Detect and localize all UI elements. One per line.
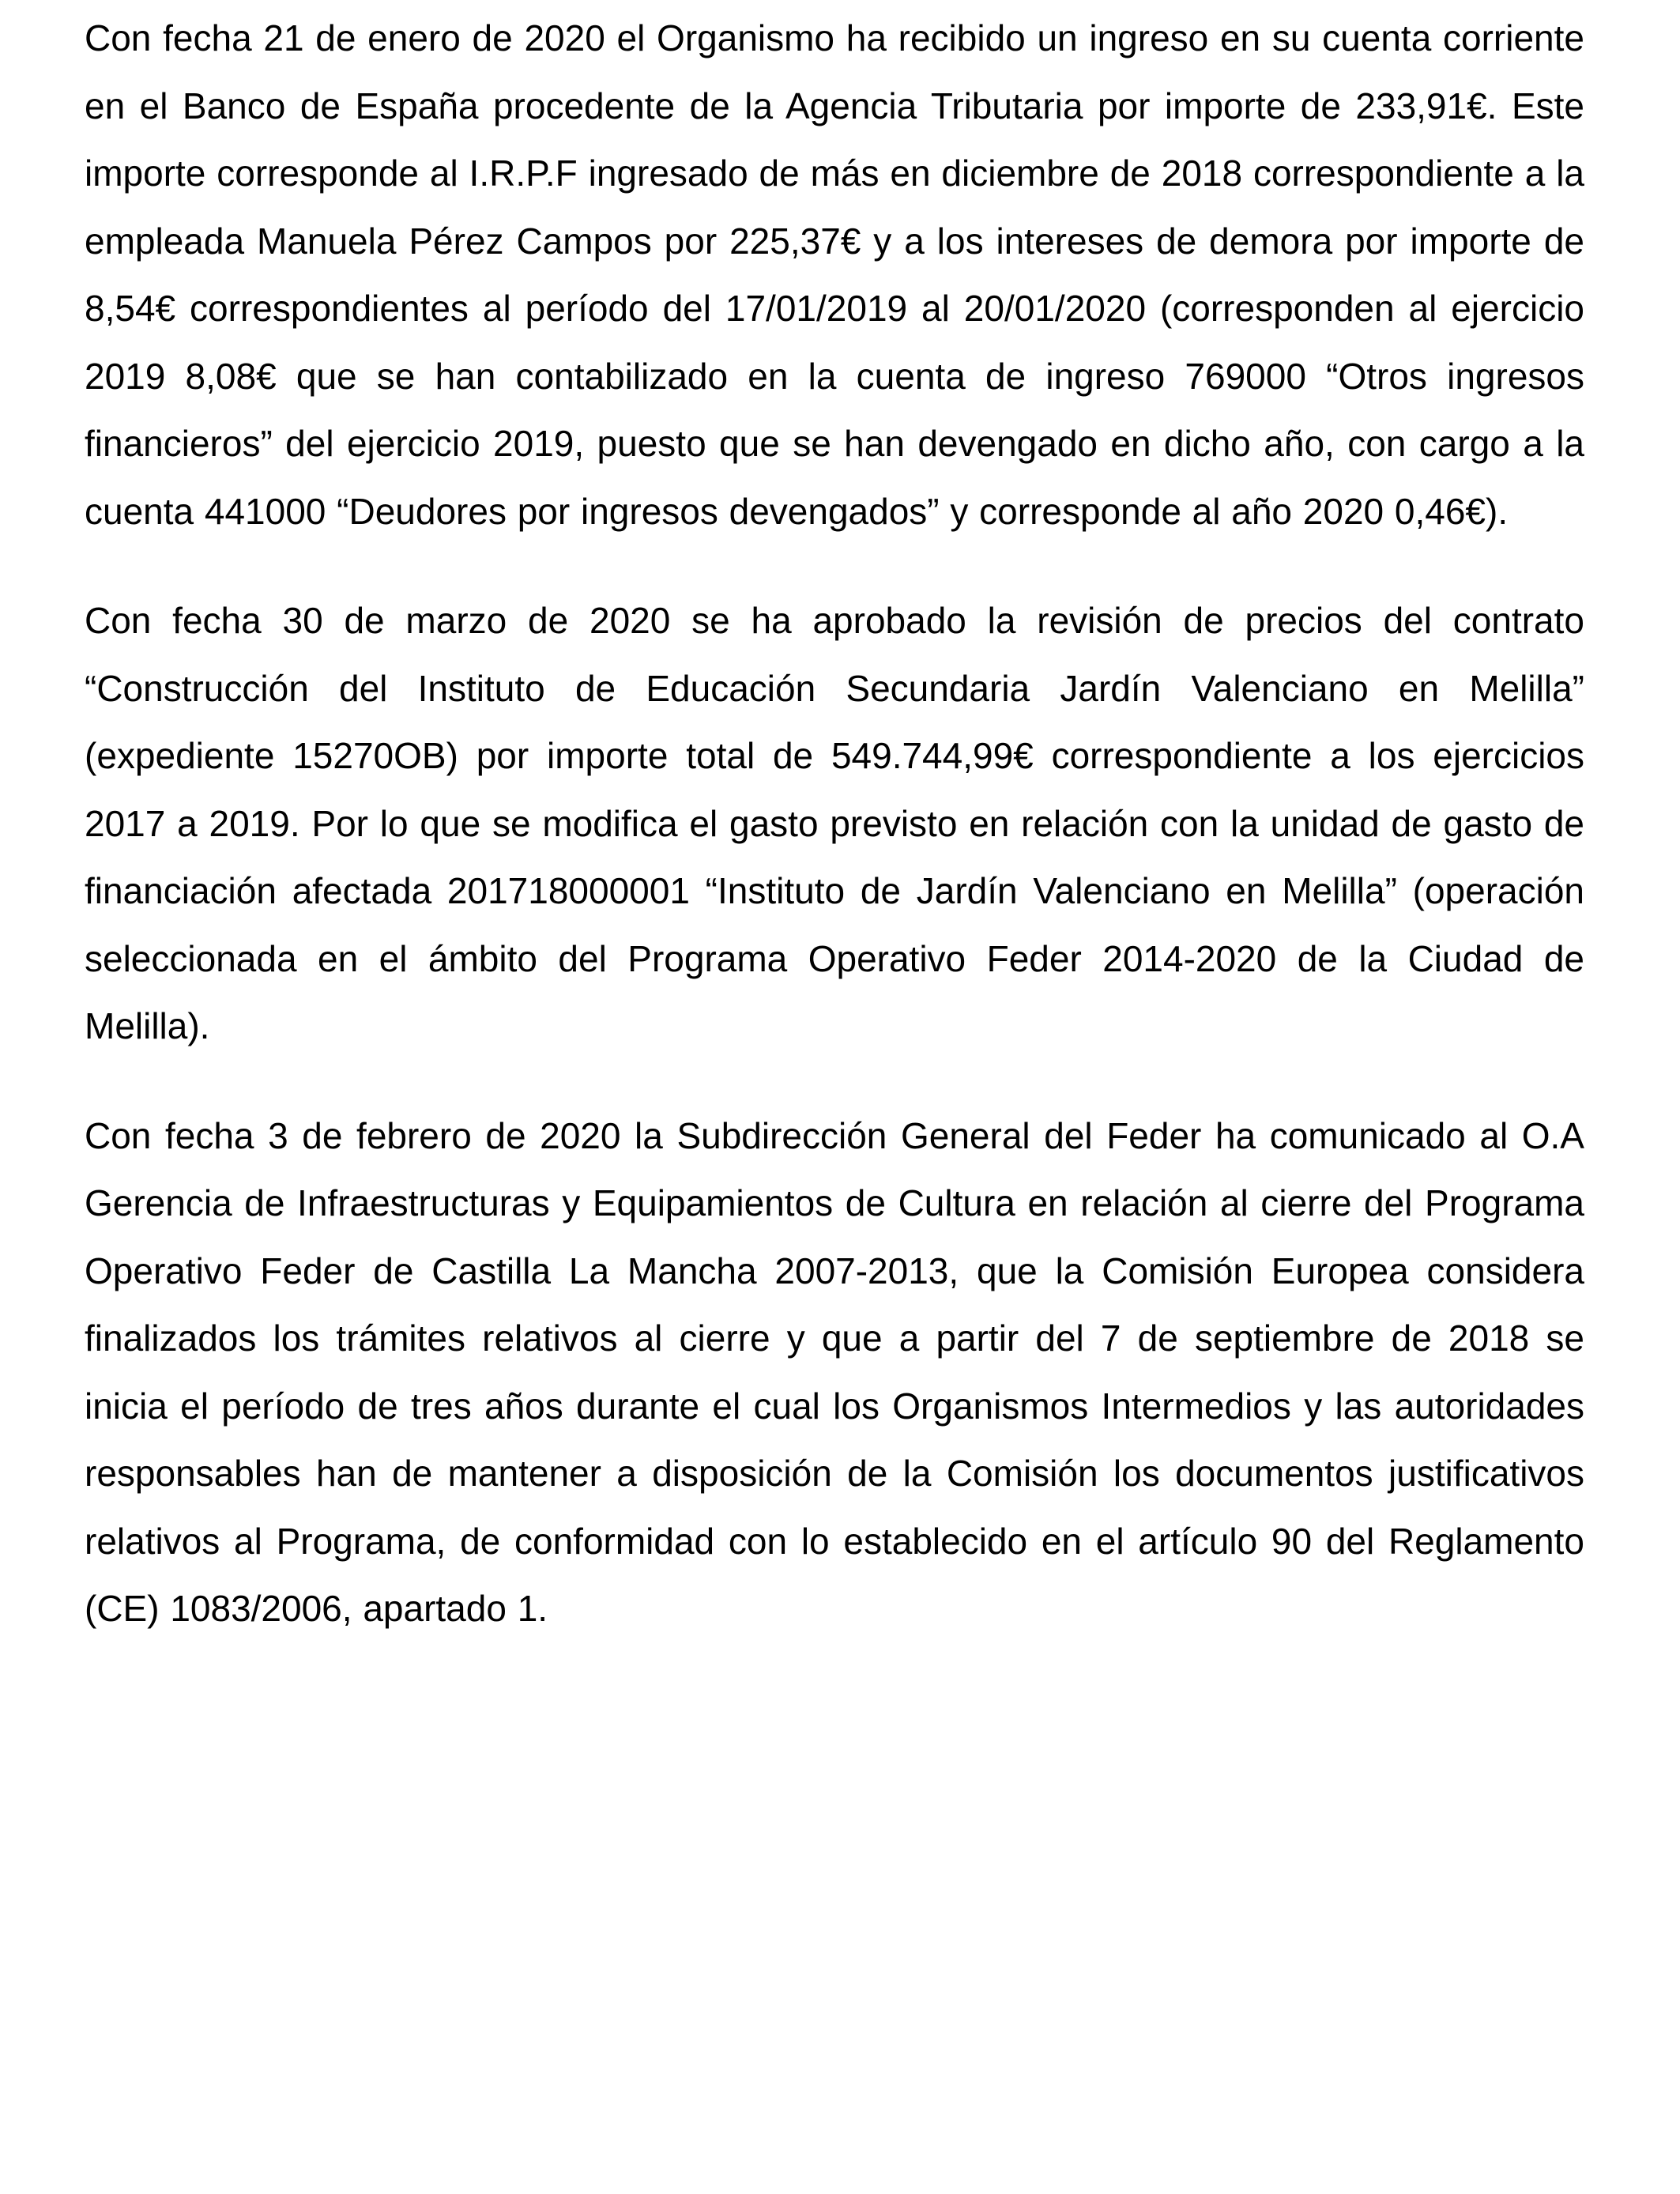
document-body [85,5,1584,1643]
paragraph-feder-closure: Con fecha 3 de febrero de 2020 la Subdirección General del Feder ha comunicado al O.A Gerencia de Infraestructuras y Equipamientos de Cultura en relación al cierre del Programa Operativo Feder de Castilla La Mancha 2007-2013, que la Comisión Europea considera finalizados los trámites relativos al cierre y que a partir del 7 de septiembre de 2018 se inicia el período de tres años durante el cual los Organismos Intermedios y las autoridades responsables han de mantener a disposición de la Comisión los documentos justificativos relativos al Programa, de conformidad con lo establecido en el artículo 90 del Reglamento (CE) 1083/2006, apartado 1. [85,1114,1584,1629]
paragraph-irpf-refund: Con fecha 21 de enero de 2020 el Organismo ha recibido un ingreso en su cuenta corriente en el Banco de España procedente de la Agencia Tributaria por importe de 233,91€. Este importe corresponde al I.R.P.F ingresado de más en diciembre de 2018 correspondiente a la empleada Manuela Pérez Campos por 225,37€ y a los intereses de demora por importe de 8,54€ correspondientes al período del 17/01/2019 al 20/01/2020 (corresponden al ejercicio 2019 8,08€ que se han contabilizado en la cuenta de ingreso 769000 “Otros ingresos financieros” del ejercicio 2019, puesto que se han devengado en dicho año, con cargo a la cuenta 441000 “Deudores por ingresos devengados” y corresponde al año 2020 0,46€). [85,17,1584,532]
paragraph-price-revision: Con fecha 30 de marzo de 2020 se ha aprobado la revisión de precios del contrato “Construcción del Instituto de Educación Secundaria Jardín Valenciano en Melilla” (expediente 15270OB) por importe total de 549.744,99€ correspondiente a los ejercicios 2017 a 2019. Por lo que se modifica el gasto previsto en relación con la unidad de gasto de financiación afectada 201718000001 “Instituto de Jardín Valenciano en Melilla” (operación seleccionada en el ámbito del Programa Operativo Feder 2014-2020 de la Ciudad de Melilla). [85,600,1584,1046]
